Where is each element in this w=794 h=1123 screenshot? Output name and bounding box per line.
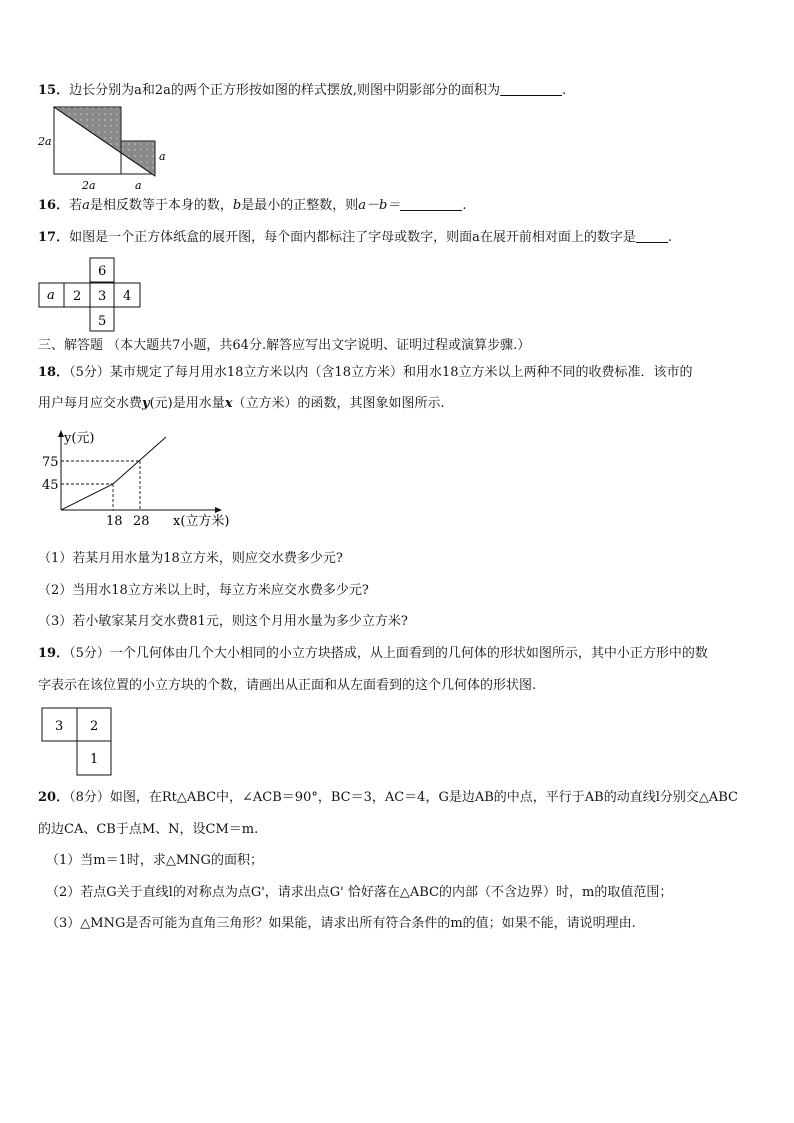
svg-text:28: 28 [133, 514, 150, 529]
svg-text:6: 6 [98, 264, 107, 279]
svg-text:a: a [47, 288, 55, 303]
svg-text:2a: 2a [82, 179, 96, 192]
q18-graph [36, 424, 256, 534]
svg-text:5: 5 [98, 314, 107, 329]
svg-text:2a: 2a [38, 135, 52, 148]
q18-x-arrow [215, 507, 222, 513]
q16-answer-blank[interactable] [400, 197, 462, 211]
svg-text:a: a [159, 150, 166, 163]
svg-text:1: 1 [90, 752, 99, 767]
svg-text:45: 45 [42, 478, 59, 493]
q19-line2: 字表示在该位置的小立方块的个数，请画出从正面和从左面看到的这个几何体的形状图. [38, 678, 537, 693]
svg-text:x(立方米): x(立方米) [173, 514, 230, 529]
svg-text:75: 75 [42, 455, 59, 470]
q16-text: 16．若a是相反数等于本身的数，b是最小的正整数，则a－b＝ . [38, 198, 467, 213]
q15-text: 15．边长分别为a和2a的两个正方形按如图的样式摆放,则图中阴影部分的面积为 . [38, 83, 567, 98]
q20-sub3: （3）△MNG是否可能为直角三角形？如果能，请求出所有符合条件的m的值；如果不能，请说明理由. [46, 916, 636, 931]
q18-line1: 18．（5分）某市规定了每月用水18立方米以内（含18立方米）和用水18立方米以上两种不同的收费标准．该市的 [38, 365, 693, 380]
svg-text:y(元): y(元) [64, 431, 95, 446]
q18-function-line [61, 437, 166, 510]
q15-shade-right [121, 141, 155, 176]
q19-top-view-grid [41, 707, 113, 777]
q20-line1: 20．（8分）如图，在Rt△ABC中，∠ACB＝90°，BC＝3，AC＝4，G是边AB的中点，平行于AB的动直线l分别交△ABC [38, 790, 739, 805]
q19-line1: 19．（5分）一个几何体由几个大小相同的小立方块搭成，从上面看到的几何体的形状如图所示，其中小正方形中的数 [38, 646, 708, 661]
q17-cube-net [38, 257, 144, 333]
svg-text:2: 2 [90, 719, 99, 734]
svg-text:3: 3 [98, 289, 107, 304]
q20-sub1: （1）当m＝1时，求△MNG的面积； [46, 853, 263, 868]
q17-answer-blank[interactable] [636, 229, 668, 243]
svg-text:3: 3 [55, 719, 64, 734]
q15-figure [36, 105, 176, 193]
q18-sub2: （2）当用水18立方米以上时，每立方米应交水费多少元? [38, 583, 369, 598]
q17-text: 17．如图是一个正方体纸盒的展开图，每个面内都标注了字母或数字，则面a在展开前相对面上的数字是 . [38, 230, 672, 245]
svg-text:18: 18 [106, 514, 123, 529]
q18-sub3: （3）若小敏家某月交水费81元，则这个月用水量为多少立方米? [38, 614, 408, 629]
q18-sub1: （1）若某月用水量为18立方米，则应交水费多少元? [38, 551, 343, 566]
q20-line2: 的边CA、CB于点M、N，设CM＝m. [38, 822, 259, 837]
q20-sub2: （2）若点G关于直线l的对称点为点G'，请求出点G' 恰好落在△ABC的内部（不含边界）时，m的取值范围； [46, 885, 673, 900]
svg-text:4: 4 [123, 289, 132, 304]
q18-line2: 用户每月应交水费y(元)是用水量x（立方米）的函数，其图象如图所示. [38, 396, 445, 411]
section-3-heading: 三、解答题 （本大题共7小题，共64分.解答应写出文字说明、证明过程或演算步骤.） [38, 338, 531, 353]
svg-text:a: a [135, 179, 142, 192]
q15-answer-blank[interactable] [500, 82, 562, 96]
svg-text:2: 2 [73, 289, 82, 304]
